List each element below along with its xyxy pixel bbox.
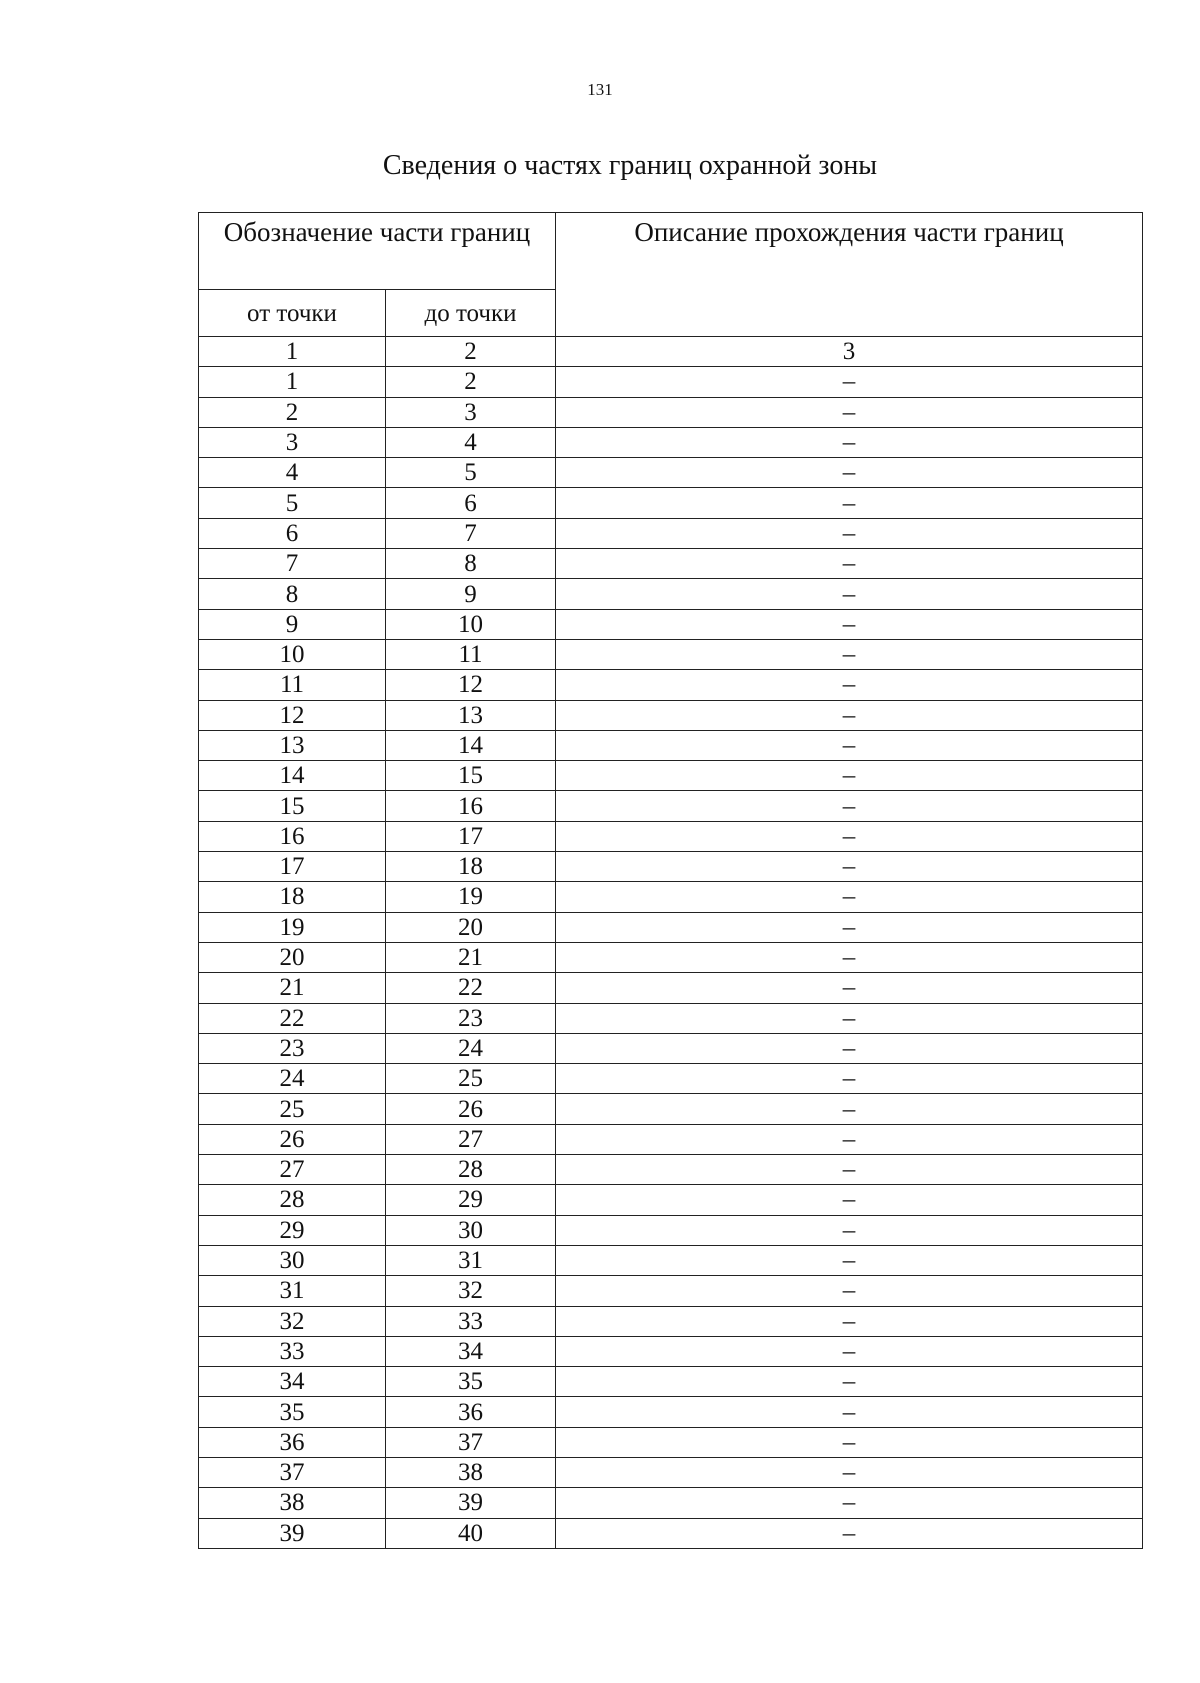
description-cell: – [556, 579, 1143, 609]
description-cell: – [556, 1033, 1143, 1063]
to-point-cell: 32 [386, 1276, 556, 1306]
page-title: Сведения о частях границ охранной зоны [382, 150, 878, 181]
to-point-cell: 5 [386, 458, 556, 488]
table-row [199, 1518, 1143, 1548]
description-cell: – [556, 639, 1143, 669]
description-cell: – [556, 1488, 1143, 1518]
to-point-cell: 38 [386, 1457, 556, 1487]
header-to-point: до точки [386, 290, 556, 337]
to-point-cell: 40 [386, 1518, 556, 1548]
from-point-cell: 15 [199, 791, 386, 821]
description-cell: – [556, 1094, 1143, 1124]
to-point-cell: 22 [386, 973, 556, 1003]
table-row [199, 942, 1143, 972]
description-cell: – [556, 1155, 1143, 1185]
description-cell: – [556, 761, 1143, 791]
header-from-point: от точки [199, 290, 386, 337]
from-point-cell: 35 [199, 1397, 386, 1427]
from-point-cell: 3 [199, 427, 386, 457]
description-cell: – [556, 882, 1143, 912]
to-point-cell: 30 [386, 1215, 556, 1245]
column-number-cell: 2 [386, 337, 556, 367]
description-cell: – [556, 852, 1143, 882]
table-row [199, 730, 1143, 760]
table-row [199, 791, 1143, 821]
table-row [199, 1276, 1143, 1306]
to-point-cell: 12 [386, 670, 556, 700]
table-row [199, 1488, 1143, 1518]
from-point-cell: 14 [199, 761, 386, 791]
from-point-cell: 9 [199, 609, 386, 639]
description-cell: – [556, 1124, 1143, 1154]
to-point-cell: 39 [386, 1488, 556, 1518]
to-point-cell: 3 [386, 397, 556, 427]
description-cell: – [556, 912, 1143, 942]
description-cell: – [556, 549, 1143, 579]
from-point-cell: 8 [199, 579, 386, 609]
table-row [199, 1245, 1143, 1275]
column-number-cell: 1 [199, 337, 386, 367]
description-cell: – [556, 670, 1143, 700]
description-cell: – [556, 1457, 1143, 1487]
from-point-cell: 28 [199, 1185, 386, 1215]
to-point-cell: 23 [386, 1003, 556, 1033]
description-cell: – [556, 821, 1143, 851]
from-point-cell: 16 [199, 821, 386, 851]
boundary-parts-table [198, 212, 1143, 1549]
table-row [199, 609, 1143, 639]
from-point-cell: 26 [199, 1124, 386, 1154]
from-point-cell: 39 [199, 1518, 386, 1548]
table-row [199, 1215, 1143, 1245]
to-point-cell: 28 [386, 1155, 556, 1185]
description-cell: – [556, 1215, 1143, 1245]
to-point-cell: 4 [386, 427, 556, 457]
from-point-cell: 32 [199, 1306, 386, 1336]
to-point-cell: 11 [386, 639, 556, 669]
description-cell: – [556, 397, 1143, 427]
to-point-cell: 9 [386, 579, 556, 609]
description-cell: – [556, 700, 1143, 730]
table-row [199, 1397, 1143, 1427]
from-point-cell: 17 [199, 852, 386, 882]
from-point-cell: 38 [199, 1488, 386, 1518]
to-point-cell: 17 [386, 821, 556, 851]
column-number-cell: 3 [556, 337, 1143, 367]
table-row [199, 1094, 1143, 1124]
from-point-cell: 25 [199, 1094, 386, 1124]
header-boundary-part-designation: Обозначение части границ [199, 213, 556, 290]
from-point-cell: 11 [199, 670, 386, 700]
table-row [199, 579, 1143, 609]
to-point-cell: 6 [386, 488, 556, 518]
to-point-cell: 26 [386, 1094, 556, 1124]
to-point-cell: 36 [386, 1397, 556, 1427]
table-row [199, 639, 1143, 669]
from-point-cell: 21 [199, 973, 386, 1003]
table-row [199, 488, 1143, 518]
description-cell: – [556, 942, 1143, 972]
from-point-cell: 30 [199, 1245, 386, 1275]
table-row [199, 882, 1143, 912]
description-cell: – [556, 1427, 1143, 1457]
to-point-cell: 13 [386, 700, 556, 730]
from-point-cell: 10 [199, 639, 386, 669]
from-point-cell: 37 [199, 1457, 386, 1487]
description-cell: – [556, 1064, 1143, 1094]
table-row [199, 1367, 1143, 1397]
table-row [199, 367, 1143, 397]
from-point-cell: 1 [199, 367, 386, 397]
table-row [199, 761, 1143, 791]
table-row [199, 1003, 1143, 1033]
description-cell: – [556, 730, 1143, 760]
table-row [199, 427, 1143, 457]
table-row [199, 1457, 1143, 1487]
table-row [199, 670, 1143, 700]
description-cell: – [556, 1306, 1143, 1336]
page-number: 131 [587, 80, 613, 99]
description-cell: – [556, 1245, 1143, 1275]
to-point-cell: 35 [386, 1367, 556, 1397]
table-row [199, 1306, 1143, 1336]
to-point-cell: 18 [386, 852, 556, 882]
description-cell: – [556, 427, 1143, 457]
from-point-cell: 31 [199, 1276, 386, 1306]
table-row [199, 549, 1143, 579]
to-point-cell: 15 [386, 761, 556, 791]
description-cell: – [556, 1336, 1143, 1366]
to-point-cell: 31 [386, 1245, 556, 1275]
from-point-cell: 13 [199, 730, 386, 760]
to-point-cell: 2 [386, 367, 556, 397]
description-cell: – [556, 518, 1143, 548]
description-cell: – [556, 791, 1143, 821]
description-cell: – [556, 367, 1143, 397]
table-row [199, 852, 1143, 882]
to-point-cell: 33 [386, 1306, 556, 1336]
from-point-cell: 5 [199, 488, 386, 518]
to-point-cell: 29 [386, 1185, 556, 1215]
to-point-cell: 25 [386, 1064, 556, 1094]
from-point-cell: 22 [199, 1003, 386, 1033]
from-point-cell: 23 [199, 1033, 386, 1063]
from-point-cell: 29 [199, 1215, 386, 1245]
to-point-cell: 20 [386, 912, 556, 942]
description-cell: – [556, 1367, 1143, 1397]
from-point-cell: 12 [199, 700, 386, 730]
table-row [199, 1185, 1143, 1215]
description-cell: – [556, 609, 1143, 639]
table-row [199, 973, 1143, 1003]
description-cell: – [556, 973, 1143, 1003]
description-cell: – [556, 1003, 1143, 1033]
to-point-cell: 16 [386, 791, 556, 821]
table-row [199, 1427, 1143, 1457]
from-point-cell: 20 [199, 942, 386, 972]
description-cell: – [556, 1397, 1143, 1427]
table-row [199, 1155, 1143, 1185]
table-row [199, 1064, 1143, 1094]
to-point-cell: 37 [386, 1427, 556, 1457]
from-point-cell: 34 [199, 1367, 386, 1397]
to-point-cell: 8 [386, 549, 556, 579]
from-point-cell: 7 [199, 549, 386, 579]
description-cell: – [556, 1276, 1143, 1306]
to-point-cell: 27 [386, 1124, 556, 1154]
to-point-cell: 34 [386, 1336, 556, 1366]
to-point-cell: 7 [386, 518, 556, 548]
from-point-cell: 6 [199, 518, 386, 548]
table-row [199, 821, 1143, 851]
from-point-cell: 36 [199, 1427, 386, 1457]
description-cell: – [556, 458, 1143, 488]
to-point-cell: 14 [386, 730, 556, 760]
table-row [199, 1336, 1143, 1366]
table-row [199, 1033, 1143, 1063]
header-boundary-part-description: Описание прохождения части границ [556, 213, 1143, 337]
table-row [199, 518, 1143, 548]
table-body [199, 337, 1143, 1549]
description-cell: – [556, 1185, 1143, 1215]
from-point-cell: 24 [199, 1064, 386, 1094]
description-cell: – [556, 1518, 1143, 1548]
to-point-cell: 19 [386, 882, 556, 912]
from-point-cell: 18 [199, 882, 386, 912]
description-cell: – [556, 488, 1143, 518]
from-point-cell: 33 [199, 1336, 386, 1366]
column-number-row [199, 337, 1143, 367]
table-row [199, 397, 1143, 427]
to-point-cell: 24 [386, 1033, 556, 1063]
from-point-cell: 4 [199, 458, 386, 488]
from-point-cell: 2 [199, 397, 386, 427]
table-row [199, 458, 1143, 488]
table-row [199, 700, 1143, 730]
table-row [199, 912, 1143, 942]
table-row [199, 1124, 1143, 1154]
from-point-cell: 27 [199, 1155, 386, 1185]
to-point-cell: 10 [386, 609, 556, 639]
from-point-cell: 19 [199, 912, 386, 942]
to-point-cell: 21 [386, 942, 556, 972]
